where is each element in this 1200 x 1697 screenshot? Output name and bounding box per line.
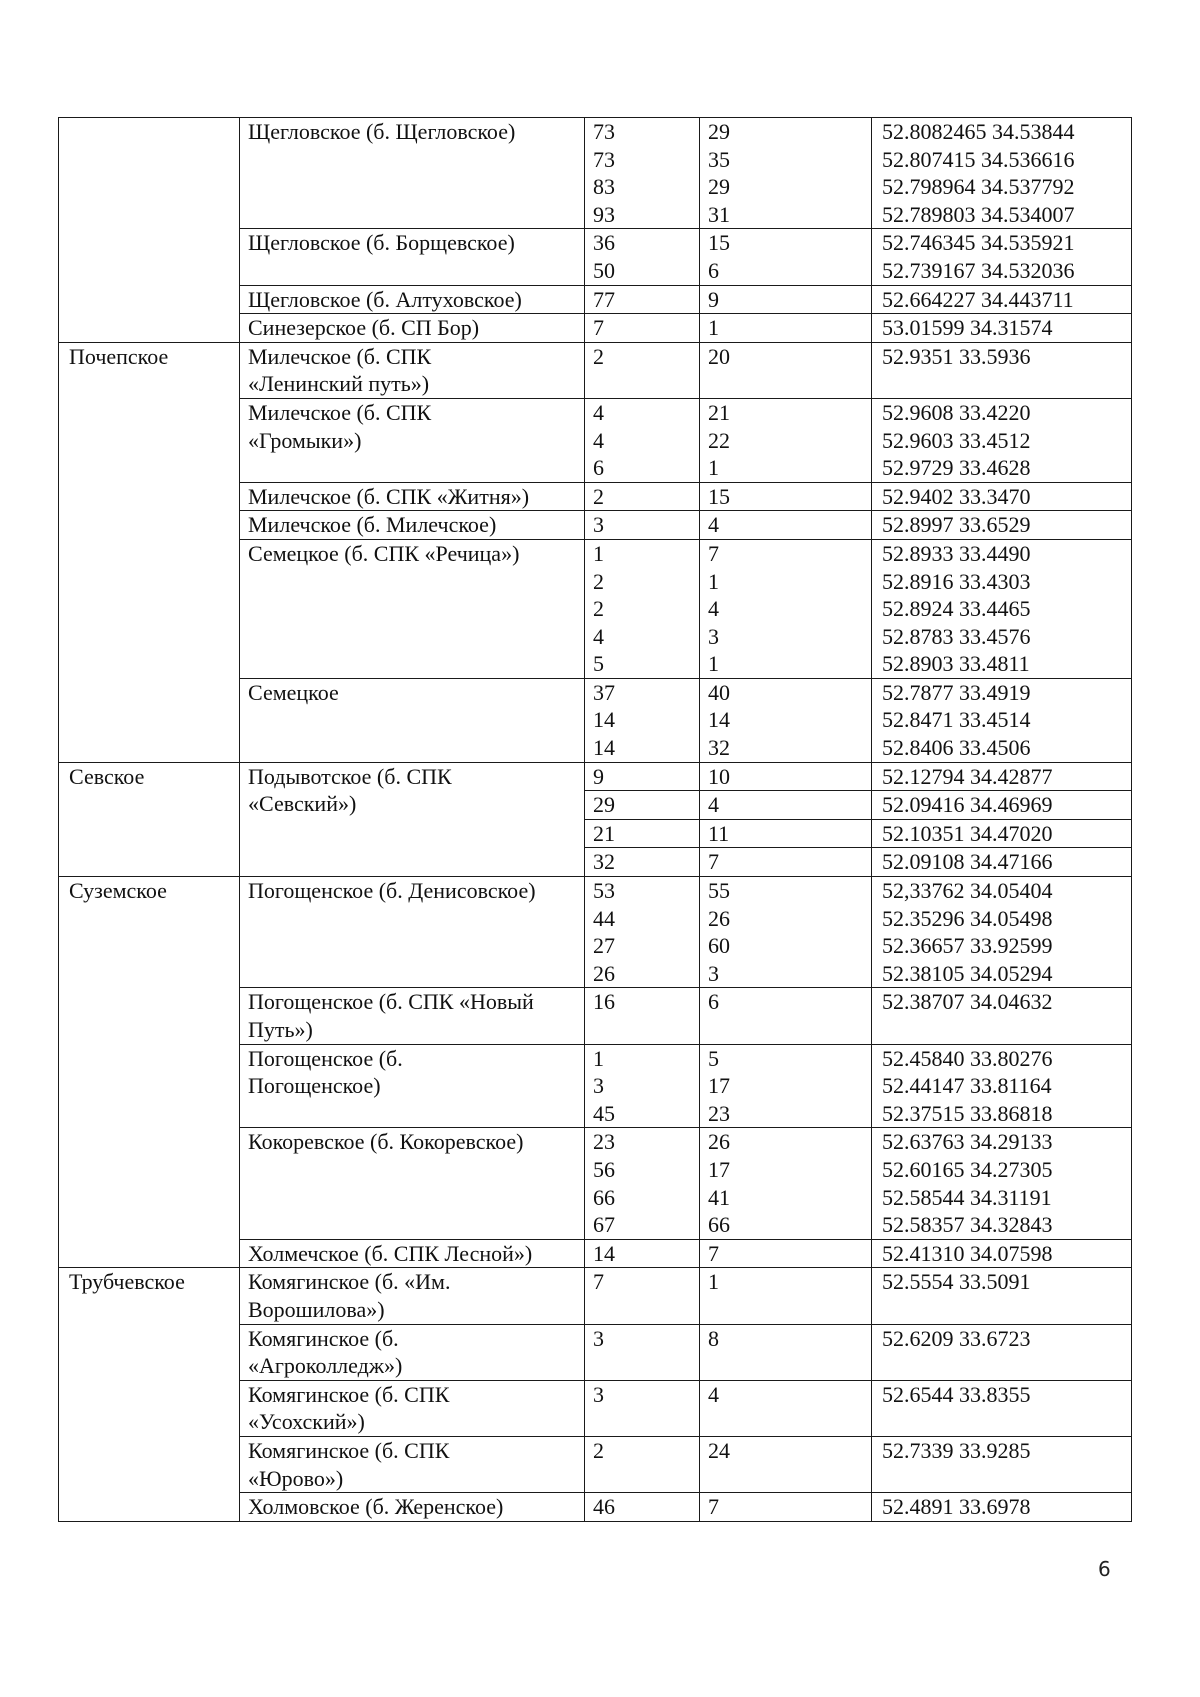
district-cell: Почепское xyxy=(59,342,240,762)
coordinates-cell-line: 52.8933 33.4490 xyxy=(882,540,1031,566)
value-a-cell-line: 53 xyxy=(593,878,615,904)
coordinates-cell-line: 52.739167 34.532036 xyxy=(882,257,1075,283)
value-b-cell xyxy=(700,482,872,511)
value-a-cell-line: 26 xyxy=(593,960,615,986)
coordinates-cell-line: 52.9608 33.4220 xyxy=(882,399,1031,425)
coordinates-cell-line: 52.789803 34.534007 xyxy=(882,201,1075,227)
value-b-cell-line: 4 xyxy=(708,512,719,538)
value-a-cell-line: 32 xyxy=(593,849,615,875)
coordinates-cell-line: 52.8406 33.4506 xyxy=(882,735,1031,761)
coordinates-cell xyxy=(872,988,1132,1044)
value-b-cell-line: 17 xyxy=(708,1156,730,1182)
value-b-cell-line: 22 xyxy=(708,427,730,453)
settlement-cell-line: Погощенское (б. xyxy=(248,1045,403,1071)
district-cell xyxy=(59,118,240,343)
value-a-cell xyxy=(585,678,700,762)
value-a-cell-line: 50 xyxy=(593,257,615,283)
settlement-cell xyxy=(240,314,585,343)
value-b-cell-line: 4 xyxy=(708,1381,719,1407)
value-a-cell-line: 29 xyxy=(593,792,615,818)
value-a-cell-line: 6 xyxy=(593,455,604,481)
settlement-cell xyxy=(240,762,585,876)
value-b-cell xyxy=(700,229,872,285)
coordinates-cell-line: 52.7339 33.9285 xyxy=(882,1437,1031,1463)
settlement-cell xyxy=(240,1044,585,1128)
value-b-cell-line: 3 xyxy=(708,960,719,986)
settlement-cell-line: Синезерское (б. СП Бор) xyxy=(248,315,480,341)
value-a-cell xyxy=(585,118,700,229)
value-b-cell xyxy=(700,398,872,482)
value-b-cell-line: 35 xyxy=(708,146,730,172)
coordinates-cell-line: 52.8903 33.4811 xyxy=(882,651,1030,677)
settlement-cell xyxy=(240,342,585,398)
coordinates-cell-line: 52.9402 33.3470 xyxy=(882,483,1031,509)
value-a-cell-line: 73 xyxy=(593,146,615,172)
settlement-cell-line: Путь») xyxy=(248,1017,313,1042)
value-b-cell-line: 6 xyxy=(708,257,719,283)
settlement-cell-line: «Громыки») xyxy=(248,427,362,453)
settlement-cell-line: Комягинское (б. xyxy=(248,1325,399,1351)
settlement-cell-line: «Агроколледж») xyxy=(248,1353,403,1379)
value-b-cell xyxy=(700,118,872,229)
value-b-cell-line: 1 xyxy=(708,568,719,594)
value-a-cell-line: 46 xyxy=(593,1494,615,1520)
value-b-cell-line: 11 xyxy=(708,820,730,846)
value-a-cell-line: 2 xyxy=(593,1437,604,1463)
settlement-cell xyxy=(240,1493,585,1522)
value-b-cell-line: 1 xyxy=(708,455,719,481)
value-b-cell xyxy=(700,762,872,791)
coordinates-cell-line: 52.8082465 34.53844 xyxy=(882,119,1075,144)
value-a-cell xyxy=(585,1128,700,1239)
value-a-cell-line: 2 xyxy=(593,343,604,369)
value-a-cell-line: 4 xyxy=(593,427,604,453)
value-a-cell-line: 9 xyxy=(593,763,604,789)
settlement-cell xyxy=(240,1239,585,1268)
value-a-cell-line: 23 xyxy=(593,1129,615,1155)
coordinates-cell xyxy=(872,791,1132,820)
table-row xyxy=(59,118,1132,229)
value-a-cell-line: 44 xyxy=(593,905,615,931)
value-a-cell-line: 83 xyxy=(593,174,615,200)
coordinates-cell-line: 52.5554 33.5091 xyxy=(882,1269,1031,1295)
coordinates-cell-line: 53.01599 34.31574 xyxy=(882,315,1053,341)
settlement-cell-line: Ворошилова») xyxy=(248,1296,385,1322)
value-b-cell-line: 55 xyxy=(708,878,730,904)
value-a-cell-line: 66 xyxy=(593,1184,615,1210)
settlement-cell-line: Кокоревское (б. Кокоревское) xyxy=(248,1129,524,1155)
settlement-cell xyxy=(240,511,585,540)
value-b-cell xyxy=(700,511,872,540)
coordinates-cell-line: 52.798964 34.537792 xyxy=(882,174,1075,200)
value-a-cell xyxy=(585,482,700,511)
coordinates-cell xyxy=(872,511,1132,540)
value-b-cell-line: 1 xyxy=(708,1269,719,1295)
settlement-cell xyxy=(240,482,585,511)
coordinates-cell xyxy=(872,285,1132,314)
value-b-cell-line: 29 xyxy=(708,174,730,200)
value-a-cell-line: 77 xyxy=(593,286,615,312)
settlement-cell-line: Холмечское (б. СПК Лесной») xyxy=(248,1240,533,1266)
value-b-cell xyxy=(700,285,872,314)
coordinates-cell xyxy=(872,1128,1132,1239)
coordinates-cell-line: 52.7877 33.4919 xyxy=(882,679,1031,705)
value-b-cell-line: 9 xyxy=(708,286,719,312)
district-cell: Суземское xyxy=(59,877,240,1268)
value-b-cell xyxy=(700,877,872,988)
coordinates-cell xyxy=(872,1324,1132,1380)
value-a-cell-line: 56 xyxy=(593,1156,615,1182)
coordinates-cell-line: 52.8924 33.4465 xyxy=(882,596,1031,622)
coordinates-cell-line: 52.8471 33.4514 xyxy=(882,707,1031,733)
coordinates-cell-line: 52.38105 34.05294 xyxy=(882,960,1053,986)
value-b-cell xyxy=(700,1128,872,1239)
coordinates-cell-line: 52.8783 33.4576 xyxy=(882,623,1031,649)
value-a-cell-line: 5 xyxy=(593,651,604,677)
value-a-cell xyxy=(585,848,700,877)
value-b-cell-line: 41 xyxy=(708,1184,730,1210)
coordinates-cell-line: 52.41310 34.07598 xyxy=(882,1240,1053,1266)
settlement-cell xyxy=(240,229,585,285)
settlement-cell-line: Подывотское (б. СПК xyxy=(248,763,452,789)
settlement-cell xyxy=(240,988,585,1044)
value-b-cell-line: 3 xyxy=(708,623,719,649)
value-b-cell xyxy=(700,1493,872,1522)
coordinates-cell-line: 52.45840 33.80276 xyxy=(882,1045,1053,1071)
data-table xyxy=(58,117,1132,1522)
settlement-cell-line: Погощенское) xyxy=(248,1073,381,1099)
value-a-cell-line: 73 xyxy=(593,119,615,144)
coordinates-cell xyxy=(872,762,1132,791)
coordinates-cell-line: 52.9729 33.4628 xyxy=(882,455,1031,481)
settlement-cell-line: Милечское (б. Милечское) xyxy=(248,512,497,538)
value-a-cell-line: 93 xyxy=(593,201,615,227)
value-a-cell-line: 3 xyxy=(593,1073,604,1099)
value-a-cell-line: 36 xyxy=(593,230,615,256)
coordinates-cell xyxy=(872,1239,1132,1268)
value-b-cell xyxy=(700,791,872,820)
settlement-cell-line: Погощенское (б. Денисовское) xyxy=(248,878,536,904)
coordinates-cell-line: 52.36657 33.92599 xyxy=(882,933,1053,959)
coordinates-cell xyxy=(872,482,1132,511)
coordinates-cell xyxy=(872,118,1132,229)
value-b-cell-line: 10 xyxy=(708,763,730,789)
value-b-cell-line: 15 xyxy=(708,230,730,256)
district-cell: Трубчевское xyxy=(59,1268,240,1521)
value-a-cell-line: 1 xyxy=(593,1045,604,1071)
value-a-cell-line: 2 xyxy=(593,568,604,594)
settlement-cell-line: Милечское (б. СПК xyxy=(248,343,432,369)
value-a-cell-line: 21 xyxy=(593,820,615,846)
value-a-cell-line: 2 xyxy=(593,596,604,622)
table-body xyxy=(59,118,1132,1522)
value-b-cell-line: 21 xyxy=(708,399,730,425)
value-a-cell-line: 3 xyxy=(593,512,604,538)
value-a-cell xyxy=(585,1044,700,1128)
value-b-cell xyxy=(700,1324,872,1380)
settlement-cell-line: Комягинское (б. «Им. xyxy=(248,1269,451,1295)
settlement-cell-line: «Севский») xyxy=(248,791,357,817)
coordinates-cell-line: 52.60165 34.27305 xyxy=(882,1156,1053,1182)
settlement-cell-line: Милечское (б. СПК «Житня») xyxy=(248,483,530,509)
coordinates-cell-line: 52.8916 33.4303 xyxy=(882,568,1031,594)
value-a-cell-line: 7 xyxy=(593,1269,604,1295)
settlement-cell-line: Милечское (б. СПК xyxy=(248,399,432,425)
district-cell: Севское xyxy=(59,762,240,876)
coordinates-cell-line: 52.9351 33.5936 xyxy=(882,343,1031,369)
value-b-cell-line: 7 xyxy=(708,540,719,566)
value-a-cell-line: 45 xyxy=(593,1100,615,1126)
value-a-cell-line: 14 xyxy=(593,1240,615,1266)
value-b-cell xyxy=(700,1239,872,1268)
value-b-cell xyxy=(700,342,872,398)
value-a-cell-line: 4 xyxy=(593,399,604,425)
settlement-cell-line: Щегловское (б. Борщевское) xyxy=(248,230,515,256)
value-a-cell-line: 4 xyxy=(593,623,604,649)
settlement-cell xyxy=(240,398,585,482)
value-b-cell-line: 7 xyxy=(708,1494,719,1520)
coordinates-cell-line: 52.37515 33.86818 xyxy=(882,1100,1053,1126)
value-b-cell-line: 66 xyxy=(708,1212,730,1238)
value-a-cell xyxy=(585,511,700,540)
value-a-cell xyxy=(585,791,700,820)
value-b-cell-line: 7 xyxy=(708,849,719,875)
table-row xyxy=(59,762,1132,791)
coordinates-cell xyxy=(872,398,1132,482)
coordinates-cell xyxy=(872,1044,1132,1128)
value-a-cell-line: 14 xyxy=(593,707,615,733)
settlement-cell-line: Холмовское (б. Жеренское) xyxy=(248,1494,504,1520)
value-a-cell xyxy=(585,1239,700,1268)
coordinates-cell-line: 52.807415 34.536616 xyxy=(882,146,1075,172)
value-b-cell-line: 60 xyxy=(708,933,730,959)
value-a-cell-line: 14 xyxy=(593,735,615,761)
coordinates-cell xyxy=(872,1436,1132,1492)
value-a-cell-line: 3 xyxy=(593,1381,604,1407)
value-a-cell xyxy=(585,819,700,848)
coordinates-cell xyxy=(872,314,1132,343)
coordinates-cell-line: 52.38707 34.04632 xyxy=(882,989,1053,1015)
value-a-cell xyxy=(585,1380,700,1436)
coordinates-cell-line: 52.9603 33.4512 xyxy=(882,427,1031,453)
value-b-cell xyxy=(700,1380,872,1436)
coordinates-cell-line: 52.746345 34.535921 xyxy=(882,230,1075,256)
coordinates-cell-line: 52.58544 34.31191 xyxy=(882,1184,1052,1210)
settlement-cell-line: Семецкое xyxy=(248,679,339,705)
coordinates-cell xyxy=(872,1380,1132,1436)
value-a-cell xyxy=(585,314,700,343)
settlement-cell xyxy=(240,1268,585,1324)
value-a-cell-line: 37 xyxy=(593,679,615,705)
value-a-cell-line: 3 xyxy=(593,1325,604,1351)
value-a-cell xyxy=(585,285,700,314)
table-row xyxy=(59,1268,1132,1324)
settlement-cell xyxy=(240,1324,585,1380)
settlement-cell xyxy=(240,1380,585,1436)
settlement-cell-line: «Усохский») xyxy=(248,1409,365,1435)
page-number: 6 xyxy=(1098,1557,1111,1581)
settlement-cell xyxy=(240,118,585,229)
value-b-cell-line: 40 xyxy=(708,679,730,705)
value-b-cell xyxy=(700,1268,872,1324)
value-a-cell-line: 27 xyxy=(593,933,615,959)
value-a-cell-line: 16 xyxy=(593,989,615,1015)
value-b-cell xyxy=(700,314,872,343)
coordinates-cell-line: 52.4891 33.6978 xyxy=(882,1494,1031,1520)
value-b-cell-line: 26 xyxy=(708,905,730,931)
value-a-cell xyxy=(585,229,700,285)
value-a-cell xyxy=(585,762,700,791)
settlement-cell xyxy=(240,285,585,314)
value-b-cell xyxy=(700,539,872,678)
value-b-cell-line: 32 xyxy=(708,735,730,761)
value-b-cell-line: 14 xyxy=(708,707,730,733)
value-b-cell-line: 4 xyxy=(708,596,719,622)
value-a-cell xyxy=(585,398,700,482)
value-a-cell xyxy=(585,877,700,988)
settlement-cell xyxy=(240,1436,585,1492)
settlement-cell xyxy=(240,1128,585,1239)
settlement-cell-line: Семецкое (б. СПК «Речица») xyxy=(248,540,520,566)
settlement-cell xyxy=(240,678,585,762)
value-b-cell xyxy=(700,1436,872,1492)
settlement-cell-line: «Ленинский путь») xyxy=(248,371,430,397)
value-a-cell-line: 2 xyxy=(593,483,604,509)
settlement-cell xyxy=(240,877,585,988)
value-a-cell xyxy=(585,988,700,1044)
coordinates-cell-line: 52.6544 33.8355 xyxy=(882,1381,1031,1407)
value-b-cell-line: 8 xyxy=(708,1325,719,1351)
coordinates-cell xyxy=(872,1493,1132,1522)
value-b-cell-line: 17 xyxy=(708,1073,730,1099)
coordinates-cell-line: 52.58357 34.32843 xyxy=(882,1212,1053,1238)
settlement-cell-line: Щегловское (б. Щегловское) xyxy=(248,119,516,144)
coordinates-cell xyxy=(872,877,1132,988)
value-b-cell-line: 6 xyxy=(708,989,719,1015)
value-b-cell-line: 29 xyxy=(708,119,730,144)
coordinates-cell xyxy=(872,848,1132,877)
value-b-cell-line: 7 xyxy=(708,1240,719,1266)
coordinates-cell-line: 52.8997 33.6529 xyxy=(882,512,1031,538)
coordinates-cell xyxy=(872,819,1132,848)
table-row xyxy=(59,342,1132,398)
value-b-cell xyxy=(700,819,872,848)
coordinates-cell-line: 52.35296 34.05498 xyxy=(882,905,1053,931)
coordinates-cell xyxy=(872,678,1132,762)
value-a-cell xyxy=(585,1436,700,1492)
value-b-cell-line: 31 xyxy=(708,201,730,227)
value-a-cell-line: 1 xyxy=(593,540,604,566)
value-b-cell-line: 5 xyxy=(708,1045,719,1071)
value-b-cell-line: 24 xyxy=(708,1437,730,1463)
value-b-cell xyxy=(700,988,872,1044)
value-b-cell-line: 15 xyxy=(708,483,730,509)
coordinates-cell xyxy=(872,229,1132,285)
coordinates-cell xyxy=(872,342,1132,398)
value-a-cell-line: 67 xyxy=(593,1212,615,1238)
coordinates-cell-line: 52,33762 34.05404 xyxy=(882,878,1053,904)
coordinates-cell-line: 52.12794 34.42877 xyxy=(882,763,1053,789)
coordinates-cell xyxy=(872,1268,1132,1324)
settlement-cell xyxy=(240,539,585,678)
value-b-cell xyxy=(700,848,872,877)
value-b-cell xyxy=(700,678,872,762)
coordinates-cell-line: 52.6209 33.6723 xyxy=(882,1325,1031,1351)
value-a-cell xyxy=(585,1324,700,1380)
value-b-cell-line: 1 xyxy=(708,315,719,341)
value-a-cell xyxy=(585,1493,700,1522)
table-row xyxy=(59,877,1132,988)
settlement-cell-line: Щегловское (б. Алтуховское) xyxy=(248,286,522,312)
coordinates-cell-line: 52.63763 34.29133 xyxy=(882,1129,1053,1155)
value-a-cell-line: 7 xyxy=(593,315,604,341)
value-b-cell-line: 20 xyxy=(708,343,730,369)
value-b-cell-line: 4 xyxy=(708,792,719,818)
coordinates-cell-line: 52.10351 34.47020 xyxy=(882,820,1053,846)
value-a-cell xyxy=(585,342,700,398)
value-a-cell xyxy=(585,1268,700,1324)
coordinates-cell-line: 52.09416 34.46969 xyxy=(882,792,1053,818)
coordinates-cell-line: 52.664227 34.443711 xyxy=(882,286,1074,312)
value-b-cell xyxy=(700,1044,872,1128)
settlement-cell-line: «Юрово») xyxy=(248,1465,344,1491)
coordinates-cell-line: 52.44147 33.81164 xyxy=(882,1073,1052,1099)
coordinates-cell-line: 52.09108 34.47166 xyxy=(882,849,1053,875)
settlement-cell-line: Комягинское (б. СПК xyxy=(248,1437,450,1463)
value-b-cell-line: 26 xyxy=(708,1129,730,1155)
coordinates-cell xyxy=(872,539,1132,678)
settlement-cell-line: Комягинское (б. СПК xyxy=(248,1381,450,1407)
value-a-cell xyxy=(585,539,700,678)
value-b-cell-line: 23 xyxy=(708,1100,730,1126)
value-b-cell-line: 1 xyxy=(708,651,719,677)
settlement-cell-line: Погощенское (б. СПК «Новый xyxy=(248,989,534,1015)
